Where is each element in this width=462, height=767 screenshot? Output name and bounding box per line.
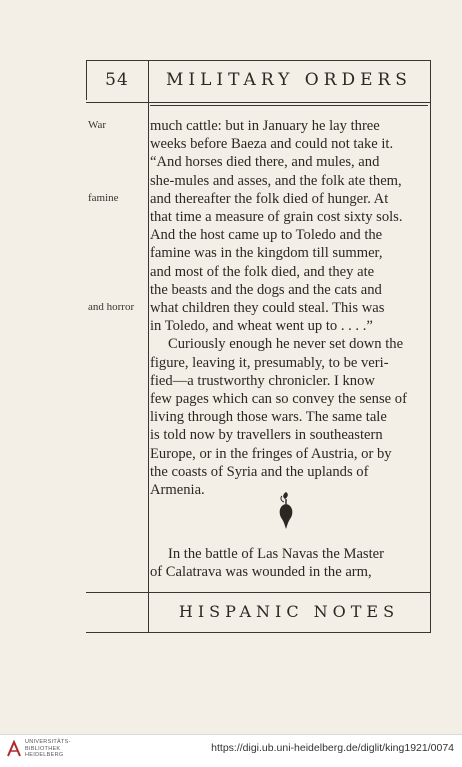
running-title: MILITARY ORDERS xyxy=(166,70,412,90)
top-rule xyxy=(86,60,430,61)
line: figure, leaving it, presumably, to be veri- xyxy=(150,354,389,371)
line: and most of the folk died, and they ate xyxy=(150,263,375,280)
logo-line: BIBLIOTHEK xyxy=(25,745,61,752)
line: fied—a trustworthy chronicler. I know xyxy=(150,372,375,389)
paragraph-1 xyxy=(150,117,428,335)
line: of Calatrava was wounded in the arm, xyxy=(150,564,372,581)
line: is told now by travellers in southeastern xyxy=(150,427,383,444)
line: she-mules and asses, and the folk ate them, xyxy=(150,172,402,189)
line: living through those wars. The same tale xyxy=(150,409,387,426)
line: the beasts and the dogs and the cats and xyxy=(150,281,382,298)
paragraph-2 xyxy=(150,335,428,499)
pomegranate-ornament-icon xyxy=(276,490,296,530)
margin-note-famine: famine xyxy=(88,192,119,204)
library-logo[interactable] xyxy=(6,739,71,759)
page-number: 54 xyxy=(105,70,129,90)
bottom-rule xyxy=(86,632,430,633)
line: And the host came up to Toledo and the xyxy=(150,227,383,244)
line: “And horses died there, and mules, and xyxy=(150,154,380,171)
line: few pages which can so convey the sense of xyxy=(150,391,407,408)
footer-rule xyxy=(86,592,430,593)
line: In the battle of Las Navas the Master xyxy=(168,546,384,562)
right-rule xyxy=(430,60,431,633)
line: what children they could steal. This was xyxy=(150,300,385,317)
line: much cattle: but in January he lay three xyxy=(150,118,380,134)
logo-line: HEIDELBERG xyxy=(25,752,64,758)
header-inner-rule xyxy=(150,105,428,106)
line: the coasts of Syria and the uplands of xyxy=(150,463,369,480)
line: Europe, or in the fringes of Austria, or by xyxy=(150,445,392,462)
library-seal-icon xyxy=(6,740,22,758)
footer-title: HISPANIC NOTES xyxy=(178,602,400,621)
line: famine was in the kingdom till summer, xyxy=(150,245,383,262)
line: Curiously enough he never set down the xyxy=(168,336,404,353)
body-text-continued xyxy=(150,545,428,581)
margin-note-horror: and horror xyxy=(88,301,135,313)
logo-line: UNIVERSITÄTS- xyxy=(25,739,71,745)
body-text xyxy=(150,117,428,499)
line: weeks before Baeza and could not take it. xyxy=(150,136,394,153)
gutter-rule xyxy=(148,60,149,633)
line: in Toledo, and wheat went up to . . . .” xyxy=(150,318,373,335)
line: Armenia. xyxy=(150,482,205,499)
source-url-link[interactable]: https://digi.ub.uni-heidelberg.de/diglit/king1921/0074 xyxy=(211,742,454,754)
line: that time a measure of grain cost sixty sols. xyxy=(150,209,403,226)
line: and thereafter the folk died of hunger. At xyxy=(150,190,389,207)
header-rule xyxy=(86,102,430,103)
margin-note-war: War xyxy=(88,119,107,131)
